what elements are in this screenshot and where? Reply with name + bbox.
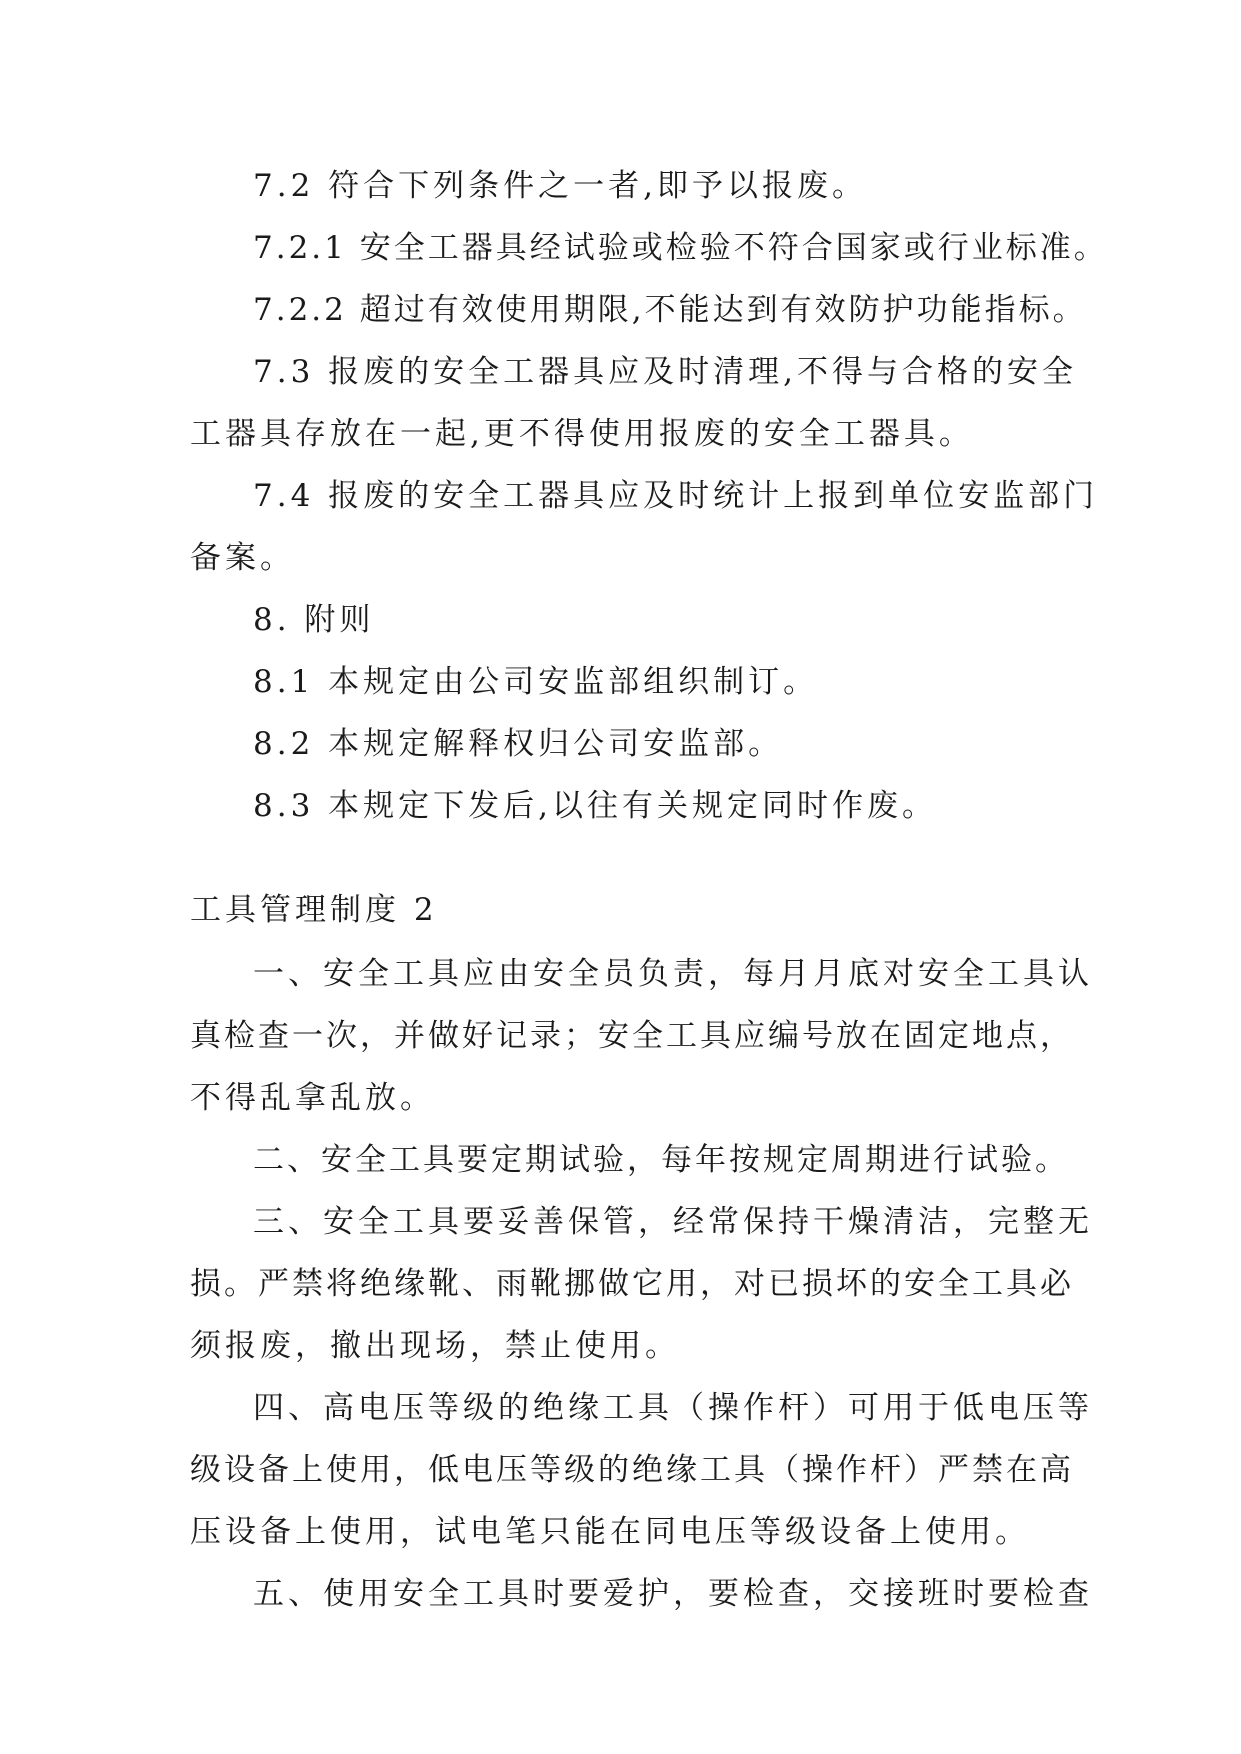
clause-8-2: 8.2 本规定解释权归公司安监部。 xyxy=(253,726,784,762)
clause-7-3-line-2: 工器具存放在一起,更不得使用报废的安全工器具。 xyxy=(190,416,974,452)
item-3-line-1: 三、安全工具要妥善保管，经常保持干燥清洁，完整无 xyxy=(253,1204,1093,1240)
item-1-line-1: 一、安全工具应由安全员负责，每月月底对安全工具认 xyxy=(253,956,1093,992)
section-2-title: 工具管理制度 2 xyxy=(190,892,438,928)
item-2: 二、安全工具要定期试验，每年按规定周期进行试验。 xyxy=(253,1142,1069,1178)
clause-8-1: 8.1 本规定由公司安监部组织制订。 xyxy=(253,664,819,700)
item-4-line-1: 四、高电压等级的绝缘工具（操作杆）可用于低电压等 xyxy=(253,1390,1093,1426)
clause-7-2-1: 7.2.1 安全工器具经试验或检验不符合国家或行业标准。 xyxy=(253,230,1108,266)
item-3-line-2: 损。严禁将绝缘靴、雨靴挪做它用，对已损坏的安全工具必 xyxy=(190,1266,1074,1302)
clause-7-4-line-1: 7.4 报废的安全工器具应及时统计上报到单位安监部门 xyxy=(253,478,1099,514)
clause-7-2-2: 7.2.2 超过有效使用期限,不能达到有效防护功能指标。 xyxy=(253,292,1087,328)
item-1-line-3: 不得乱拿乱放。 xyxy=(190,1080,435,1116)
clause-7-4-line-2: 备案。 xyxy=(190,540,295,576)
clause-7-2: 7.2 符合下列条件之一者,即予以报废。 xyxy=(253,168,868,204)
item-1-line-2: 真检查一次，并做好记录；安全工具应编号放在固定地点， xyxy=(190,1018,1074,1054)
item-3-line-3: 须报废，撤出现场，禁止使用。 xyxy=(190,1328,680,1364)
item-4-line-2: 级设备上使用，低电压等级的绝缘工具（操作杆）严禁在高 xyxy=(190,1452,1074,1488)
heading-8-appendix: 8. 附则 xyxy=(253,602,375,638)
item-5-line-1: 五、使用安全工具时要爱护，要检查，交接班时要检查 xyxy=(253,1576,1093,1612)
clause-7-3-line-1: 7.3 报废的安全工器具应及时清理,不得与合格的安全 xyxy=(253,354,1078,390)
item-4-line-3: 压设备上使用，试电笔只能在同电压等级设备上使用。 xyxy=(190,1514,1030,1550)
clause-8-3: 8.3 本规定下发后,以往有关规定同时作废。 xyxy=(253,788,938,824)
